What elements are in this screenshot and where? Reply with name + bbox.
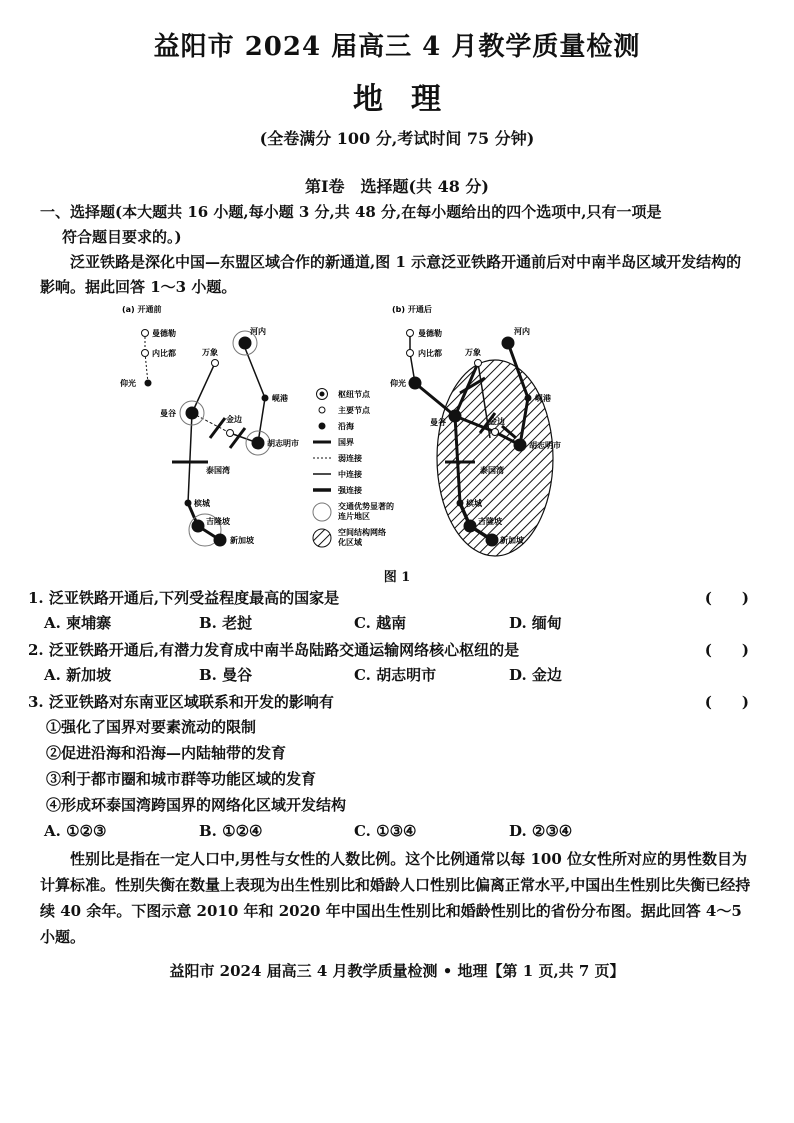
- option-a[interactable]: A. 新加坡: [44, 666, 112, 684]
- instructions-line1: 一、选择题(本大题共 16 小题,每小题 3 分,共 48 分,在每小题给出的四个选项中,只有一项是: [40, 203, 662, 221]
- network-region: [437, 360, 553, 556]
- statement-3: ③利于都市圈和城市群等功能区域的发育: [46, 770, 317, 788]
- answer-paren[interactable]: ( ): [704, 589, 749, 607]
- link-bangkok-penang: [188, 413, 192, 503]
- node-hub: [502, 337, 515, 350]
- legend-label: 空间结构网络: [338, 528, 386, 537]
- node-hub: [449, 410, 462, 423]
- node-coast: [262, 395, 269, 402]
- legend-label: 国界: [338, 438, 354, 447]
- node-hub: [252, 437, 265, 450]
- option-d[interactable]: D. 金边: [509, 666, 562, 684]
- city-label: 胡志明市: [267, 439, 299, 448]
- city-label: 河内: [514, 327, 530, 336]
- node-hub: [239, 337, 252, 350]
- legend-label: 中连接: [338, 470, 362, 479]
- city-label: 曼德勒: [418, 329, 442, 338]
- node-main: [407, 330, 414, 337]
- question-options: [28, 662, 763, 688]
- panel-b-title: (b) 开通后: [392, 305, 432, 314]
- city-label: 金边: [226, 415, 242, 424]
- link-naypyidaw-yangon: [145, 353, 148, 383]
- figure-1: [110, 298, 680, 560]
- legend-label: 强连接: [338, 486, 362, 495]
- question-stem: 1. 泛亚铁路开通后,下列受益程度最高的国家是 ( ): [28, 586, 763, 610]
- option-c[interactable]: C. 胡志明市: [354, 666, 437, 684]
- node-coast: [145, 380, 152, 387]
- option-c[interactable]: C. ①③④: [354, 822, 417, 840]
- option-d[interactable]: D. ②③④: [509, 822, 573, 840]
- option-b[interactable]: B. ①②④: [199, 822, 263, 840]
- city-label: 曼德勒: [152, 329, 176, 338]
- instructions-line2: 符合题目要求的。): [62, 228, 182, 246]
- legend-label: 连片地区: [338, 512, 370, 521]
- legend-label: 枢纽节点: [338, 390, 370, 399]
- city-label: 岘港: [535, 394, 551, 403]
- city-label: 曼谷: [160, 409, 176, 418]
- node-main: [407, 350, 414, 357]
- legend-coast-icon: [319, 423, 326, 430]
- exam-meta: (全卷满分 100 分,考试时间 75 分钟): [259, 129, 535, 148]
- node-coast: [457, 500, 464, 507]
- legend-main-icon: [319, 407, 325, 413]
- panel-a: [120, 304, 299, 547]
- question-options: [28, 818, 763, 844]
- city-label: 曼谷: [430, 418, 446, 427]
- node-hub: [464, 520, 477, 533]
- question-3: [28, 690, 763, 844]
- option-a[interactable]: A. 柬埔寨: [44, 614, 112, 632]
- option-c[interactable]: C. 越南: [354, 614, 407, 632]
- city-label: 槟城: [194, 499, 210, 508]
- statement-2: ②促进沿海和沿海—内陆轴带的发育: [46, 744, 287, 762]
- node-main: [142, 330, 149, 337]
- legend-network-icon: [313, 529, 331, 547]
- city-label: 槟城: [466, 499, 482, 508]
- node-hub: [214, 534, 227, 547]
- exam-title: 益阳市 2024 届高三 4 月教学质量检测: [153, 32, 641, 62]
- subject-title: 地理: [353, 82, 469, 117]
- city-label: 河内: [250, 327, 266, 336]
- statement-1: ①强化了国界对要素流动的限制: [46, 718, 257, 736]
- node-coast: [185, 500, 192, 507]
- city-label: 泰国湾: [480, 466, 504, 475]
- option-a[interactable]: A. ①②③: [44, 822, 107, 840]
- question-2: [28, 638, 763, 688]
- legend-label: 主要节点: [338, 406, 370, 415]
- legend-label: 交通优势显著的: [338, 502, 394, 511]
- city-label: 万象: [465, 348, 481, 357]
- node-hub: [514, 439, 527, 452]
- node-hub: [186, 407, 199, 420]
- node-main: [212, 360, 219, 367]
- option-d[interactable]: D. 缅甸: [509, 614, 562, 632]
- city-label: 吉隆坡: [206, 517, 230, 526]
- city-label: 吉隆坡: [478, 517, 502, 526]
- city-label: 内比都: [152, 349, 176, 358]
- question-options: [28, 610, 763, 636]
- city-label: 胡志明市: [529, 441, 561, 450]
- option-b[interactable]: B. 曼谷: [199, 666, 253, 684]
- node-main: [475, 360, 482, 367]
- question-1: [28, 586, 763, 636]
- question-stem: 2. 泛亚铁路开通后,有潜力发育成中南半岛陆路交通运输网络核心枢纽的是 ( ): [28, 638, 763, 662]
- question-stem: 3. 泛亚铁路对东南亚区域联系和开发的影响有 ( ): [28, 690, 763, 714]
- border-mark: [210, 418, 225, 438]
- answer-paren[interactable]: ( ): [704, 693, 749, 711]
- city-label: 新加坡: [230, 536, 254, 545]
- railway-map-figure: [110, 298, 680, 560]
- city-label: 仰光: [120, 379, 136, 388]
- city-label: 泰国湾: [206, 466, 230, 475]
- panel-a-title: (a) 开通前: [122, 305, 162, 314]
- intro-paragraph-1: 泛亚铁路是深化中国—东盟区域合作的新通道,图 1 示意泛亚铁路开通前后对中南半岛区域开发结构的影响。据此回答 1～3 小题。: [40, 253, 742, 296]
- instructions: [40, 200, 755, 250]
- panel-b: [390, 304, 561, 556]
- node-hub: [409, 377, 422, 390]
- figure-caption: 图 1: [383, 570, 411, 585]
- link-vientiane-bangkok: [192, 363, 215, 413]
- page-footer: 益阳市 2024 届高三 4 月教学质量检测 • 地理【第 1 页,共 7 页】: [169, 962, 625, 980]
- legend-label: 沿海: [338, 422, 354, 431]
- city-label: 岘港: [272, 394, 288, 403]
- node-coast: [525, 395, 532, 402]
- node-main: [142, 350, 149, 357]
- city-label: 内比都: [418, 349, 442, 358]
- link-vinh-hcmc: [258, 398, 265, 443]
- legend-advantage-icon: [313, 503, 331, 521]
- node-main: [227, 430, 234, 437]
- section-title: 第Ⅰ卷 选择题(共 48 分): [304, 177, 490, 196]
- option-b[interactable]: B. 老挝: [199, 614, 253, 632]
- city-label: 仰光: [390, 379, 406, 388]
- city-label: 金边: [489, 417, 505, 426]
- legend-label: 化区域: [338, 538, 362, 547]
- answer-paren[interactable]: ( ): [704, 641, 749, 659]
- node-hub: [486, 534, 499, 547]
- node-hub: [192, 520, 205, 533]
- figure-legend: [313, 389, 394, 548]
- node-main: [492, 429, 499, 436]
- statement-4: ④形成环泰国湾跨国界的网络化区域开发结构: [46, 796, 347, 814]
- legend-label: 弱连接: [338, 454, 362, 463]
- city-label: 万象: [202, 348, 218, 357]
- city-label: 新加坡: [500, 536, 524, 545]
- intro-paragraph-2: 性别比是指在一定人口中,男性与女性的人数比例。这个比例通常以每 100 位女性所对应的男性数目为计算标准。性别失衡在数量上表现为出生性别比和婚龄人口性别比偏离正常水平,中国出生性别比失衡已经持续 40 余年。下图示意 2010 年和 2020 年中国出生性别比和婚龄性别比的省份分布图。据此回答 4～5 小题。: [40, 850, 751, 946]
